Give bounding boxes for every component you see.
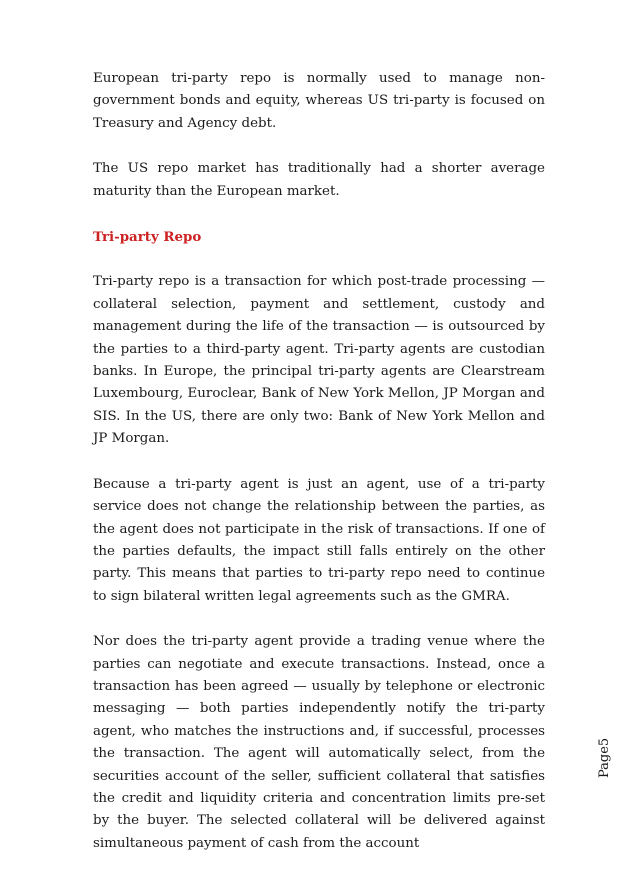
paragraph-trading-venue: Nor does the tri-party agent provide a trading venue where the parties can negotiate and execute transactions. Instead, once a transaction has been agreed — usually by telephone or electronic messaging — both parties independently notify the tri-party agent, who matches the instructions and, if successful, processes the transaction. The agent will automatically select, from the securities account of the seller, sufficient collateral that satisfies the credit and liquidity criteria and concentration limits pre-set by the buyer. The selected collateral will be delivered against simultaneous payment of cash from the account: [93, 634, 545, 851]
section-heading: Tri-party Repo: [93, 229, 202, 246]
paragraph-agent-relationship: Because a tri-party agent is just an agent, use of a tri-party service does not change the relationship between the parties, as the agent does not participate in the risk of transactions. If one of the parties defaults, the impact still falls entirely on the other party. This means that parties to tri-party repo need to continue to sign bilateral written legal agreements such as the GMRA.: [93, 476, 545, 604]
paragraph-us-repo-maturity: The US repo market has traditionally had a shorter average maturity than the European market.: [93, 161, 545, 199]
paragraph-tri-party-definition: Tri-party repo is a transaction for which post-trade processing — collateral selection, payment and settlement, custody and management during the life of the transaction — is outsourced by the parties to a third-party agent. Tri-party agents are custodian banks. In Europe, the principal tri-party agents are Clearstream Luxembourg, Euroclear, Bank of New York Mellon, JP Morgan and SIS. In the US, there are only two: Bank of New York Mellon and JP Morgan.: [93, 274, 545, 447]
page-number-label: Page5: [597, 737, 612, 778]
paragraph-tri-party-usage: European tri-party repo is normally used to manage non-government bonds and equity, whereas US tri-party is focused on Treasury and Agency debt.: [93, 71, 545, 131]
document-body: [93, 68, 545, 878]
